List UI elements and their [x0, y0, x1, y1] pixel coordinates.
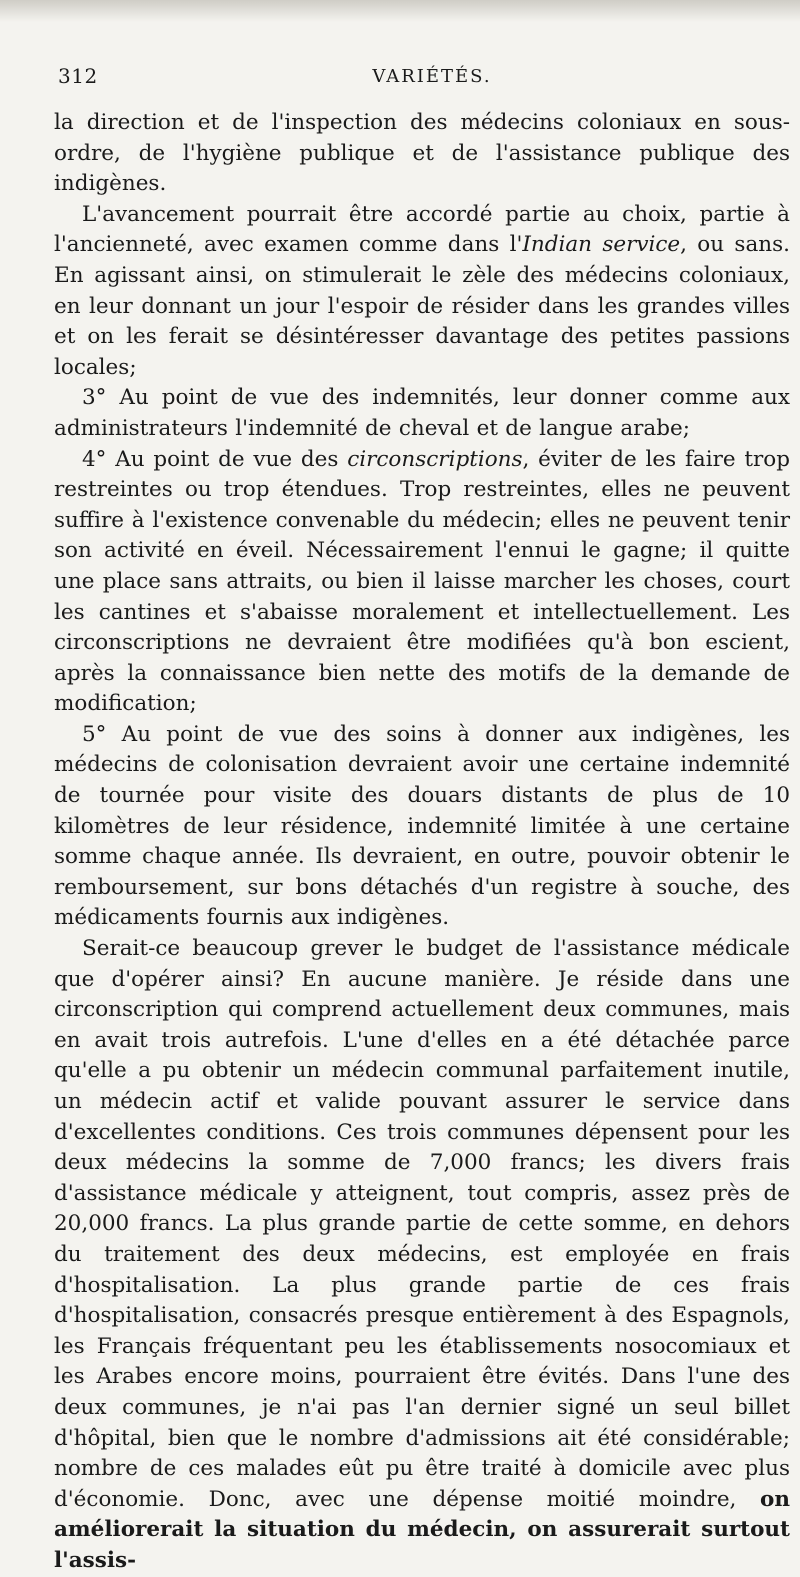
italic-term: circonscriptions	[347, 446, 523, 472]
scan-top-shadow	[0, 0, 800, 22]
paragraph-text: 3° Au point de vue des indemnités, leur donner comme aux administrateurs l'indemnité de cheval et de langue arabe;	[54, 385, 790, 441]
paragraph-text: la direction et de l'inspection des médecins coloniaux en sous-ordre, de l'hygiène publique et de l'assistance publique des indigènes.	[54, 110, 790, 197]
paragraph-point-4	[54, 445, 790, 720]
italic-term: Indian service	[522, 232, 681, 258]
book-page	[54, 64, 790, 1577]
page-number: 312	[58, 64, 98, 88]
paragraph-text: L'avancement pourrait être accordé partie au choix, partie à l'ancienneté, avec examen comme dans l'	[54, 201, 790, 258]
page-header	[54, 64, 790, 94]
running-head: VARIÉTÉS.	[372, 66, 492, 87]
paragraph-text: 4° Au point de vue des	[82, 446, 348, 472]
paragraph-text: , ou sans. En agissant ainsi, on stimulerait le zèle des médecins coloniaux, en leur donnant un jour l'espoir de résider dans les grandes villes et on les ferait se désintéresser davantage des petites passions locales;	[54, 232, 790, 380]
paragraph-advancement	[54, 200, 790, 384]
paragraph-budget	[54, 934, 790, 1576]
body-text	[54, 108, 790, 1577]
paragraph-point-5	[54, 720, 790, 934]
paragraph-text: 5° Au point de vue des soins à donner aux indigènes, les médecins de colonisation devraient avoir une certaine indemnité de tournée pour visite des douars distants de plus de 10 kilomètres de leur résidence, indemnité limitée à une certaine somme chaque année. Ils devraient, en outre, pouvoir obtenir le remboursement, sur bons détachés d'un registre à souche, des médicaments fournis aux indigènes.	[54, 721, 790, 931]
paragraph-point-3	[54, 383, 790, 444]
paragraph-text: , éviter de les faire trop restreintes ou trop étendues. Trop restreintes, elles ne peuvent suffire à l'existence convenable du médecin; elles ne peuvent tenir son activité en éveil. Nécessairement l'ennui le gagne; il quitte une place sans attraits, ou bien il laisse marcher les choses, court les cantines et s'abaisse moralement et intellectuellement. Les circonscriptions ne devraient être modifiées qu'à bon escient, après la connaissance bien nette des motifs de la demande de modification;	[54, 446, 790, 717]
paragraph-text: Serait-ce beaucoup grever le budget de l'assistance médicale que d'opérer ainsi? En aucune manière. Je réside dans une circonscription qui comprend actuellement deux communes, mais en avait trois autrefois. L'une d'elles en a été détachée parce qu'elle a pu obtenir un médecin communal parfaitement inutile, un médecin actif et valide pouvant assurer le service dans d'excellentes conditions. Ces trois communes dépensent pour les deux médecins la somme de 7,000 francs; les divers frais d'assistance médicale y atteignent, tout compris, assez près de 20,000 francs. La plus grande partie de cette somme, en dehors du traitement des deux médecins, est employée en frais d'hospitalisation. La plus grande partie de ces frais d'hospitalisation, consacrés presque entièrement à des Espagnols, les Français fréquentant peu les établissements nosocomiaux et les Arabes encore moins, pourraient être évités. Dans l'une des deux communes, je n'ai pas l'an dernier signé un seul billet d'hôpital, bien que le nombre d'admissions ait été considérable; nombre de ces malades eût pu être traité à domicile avec plus d'économie. Donc, avec une dépense moitié moindre,	[54, 936, 790, 1512]
paragraph-continuation	[54, 108, 790, 200]
paragraph-bold-tail: on améliorerait la situation du médecin, on assurerait surtout l'assis-	[54, 1486, 790, 1573]
